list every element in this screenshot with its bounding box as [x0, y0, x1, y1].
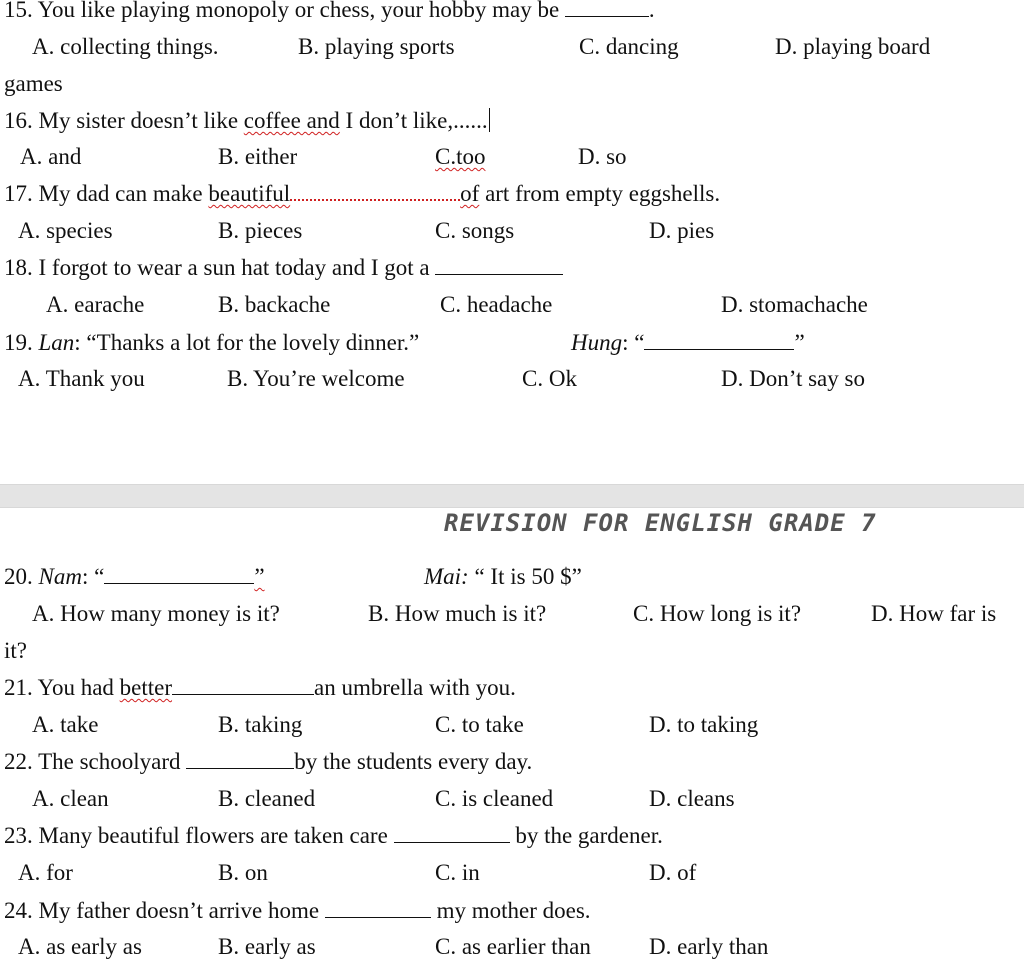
option-15-d: D. playing board [775, 34, 931, 59]
option-21-c: C. to take [435, 712, 524, 737]
option-19-c: C. Ok [522, 366, 577, 391]
option-18-a: A. earache [46, 292, 145, 317]
question-20: 20. Nam: “ ” [4, 564, 265, 589]
question-18: 18. I forgot to wear a sun hat today and I got a [4, 253, 563, 283]
option-22-a: A. clean [32, 786, 109, 811]
option-23-c: C. in [435, 860, 480, 885]
option-16-c: C.too [435, 144, 486, 169]
option-16-b: B. either [218, 144, 298, 169]
option-19-d: D. Don’t say so [721, 366, 865, 391]
option-17-b: B. pieces [218, 218, 303, 243]
answer-blank [104, 563, 254, 584]
option-15-d-continued: games [4, 71, 63, 96]
option-19-a: A. Thank you [18, 366, 145, 391]
question-19-reply: Hung: “ ” [571, 330, 805, 355]
option-20-d-continued: it? [4, 638, 27, 663]
option-24-a: A. as early as [18, 934, 142, 959]
option-20-c: C. How long is it? [633, 601, 802, 626]
option-21-b: B. taking [218, 712, 303, 737]
option-18-b: B. backache [218, 292, 331, 317]
option-15-c: C. dancing [579, 34, 679, 59]
answer-blank [435, 254, 563, 275]
option-17-d: D. pies [649, 218, 715, 243]
option-19-b: B. You’re welcome [227, 366, 405, 391]
question-17: 17. My dad can make beautiful of art from empty eggshells. [4, 181, 721, 206]
option-20-b: B. How much is it? [368, 601, 547, 626]
question-24: 24. My father doesn’t arrive home my mother does. [4, 898, 591, 923]
answer-blank [394, 822, 510, 843]
answer-blank [290, 179, 460, 201]
answer-blank [172, 674, 314, 695]
option-17-a: A. species [18, 218, 113, 243]
answer-blank [186, 748, 294, 769]
option-16-d: D. so [578, 144, 627, 169]
option-15-b: B. playing sports [298, 34, 455, 59]
option-22-c: C. is cleaned [435, 786, 554, 811]
spellcheck-underlined-text: better [119, 675, 173, 700]
option-18-d: D. stomachache [721, 292, 868, 317]
option-21-d: D. to taking [649, 712, 759, 737]
question-22: 22. The schoolyard by the students every day. [4, 749, 533, 774]
option-23-b: B. on [218, 860, 268, 885]
option-24-b: B. early as [218, 934, 316, 959]
question-16: 16. My sister doesn’t like coffee and I don’t like,...... [4, 108, 488, 133]
spellcheck-underlined-text: coffee and [243, 108, 340, 133]
question-20-reply: Mai: “ It is 50 $” [424, 564, 582, 589]
option-24-d: D. early than [649, 934, 769, 959]
question-23: 23. Many beautiful flowers are taken care by the gardener. [4, 823, 663, 848]
option-23-d: D. of [649, 860, 697, 885]
answer-blank [644, 329, 794, 350]
option-16-a: A. and [20, 144, 82, 169]
text-cursor [489, 108, 490, 132]
answer-blank [565, 0, 649, 17]
option-22-d: D. cleans [649, 786, 735, 811]
page-break [0, 484, 1024, 508]
answer-blank [325, 897, 431, 918]
page-header-title: REVISION FOR ENGLISH GRADE 7 [444, 509, 877, 537]
option-18-c: C. headache [440, 292, 553, 317]
spellcheck-underlined-text: beautiful [208, 181, 291, 206]
question-19: 19. Lan: “Thanks a lot for the lovely dinner.” [4, 330, 420, 355]
option-23-a: A. for [18, 860, 73, 885]
option-20-d: D. How far is [871, 601, 997, 626]
question-15: 15. You like playing monopoly or chess, your hobby may be . [4, 0, 655, 25]
option-17-c: C. songs [435, 218, 515, 243]
option-15-a: A. collecting things. [32, 34, 219, 59]
option-22-b: B. cleaned [218, 786, 316, 811]
question-21: 21. You had better an umbrella with you. [4, 675, 516, 700]
option-20-a: A. How many money is it? [32, 601, 280, 626]
option-21-a: A. take [32, 712, 99, 737]
option-24-c: C. as earlier than [435, 934, 591, 959]
